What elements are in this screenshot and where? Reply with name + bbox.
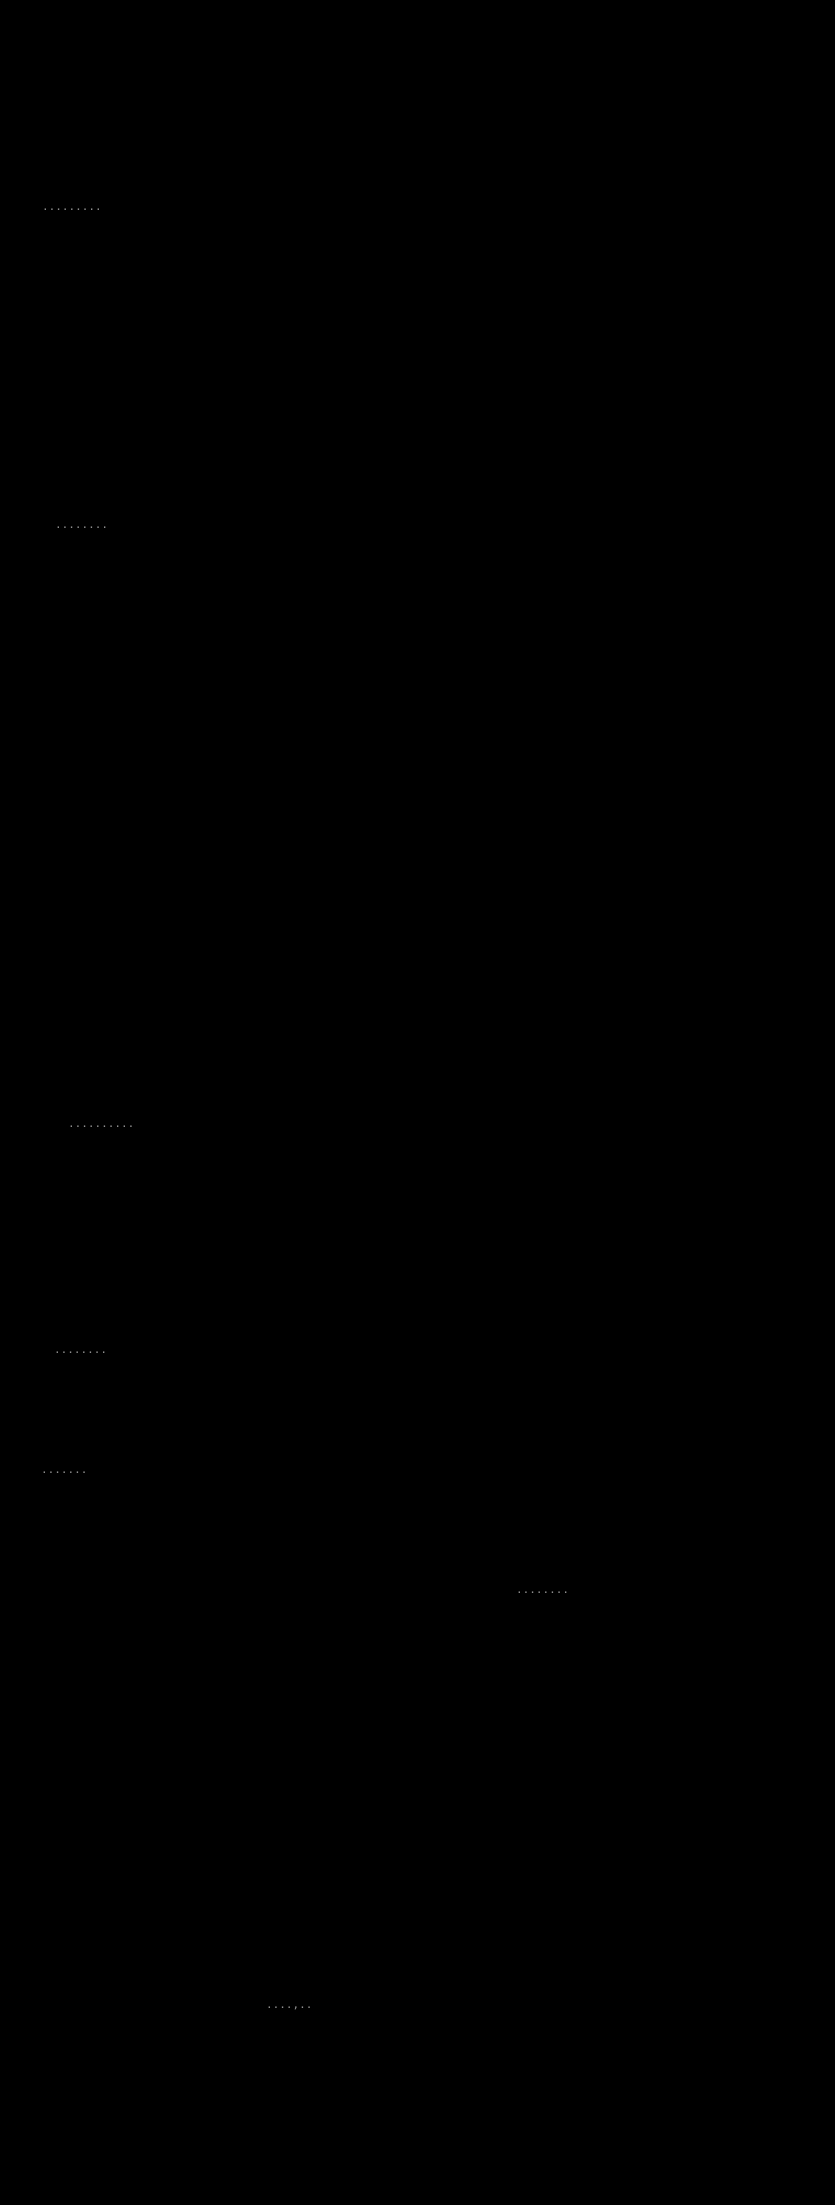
- faint-dot-row-4: ........: [54, 1343, 107, 1356]
- faint-dot-row-2: ........: [55, 518, 108, 531]
- faint-dot-row-5: .......: [41, 1463, 88, 1476]
- faint-dot-row-6: ........: [516, 1583, 569, 1596]
- faint-dot-row-1: .........: [42, 200, 102, 213]
- faint-dot-row-3: ..........: [68, 1117, 135, 1130]
- faint-dot-row-7: ....,..: [266, 1998, 313, 2011]
